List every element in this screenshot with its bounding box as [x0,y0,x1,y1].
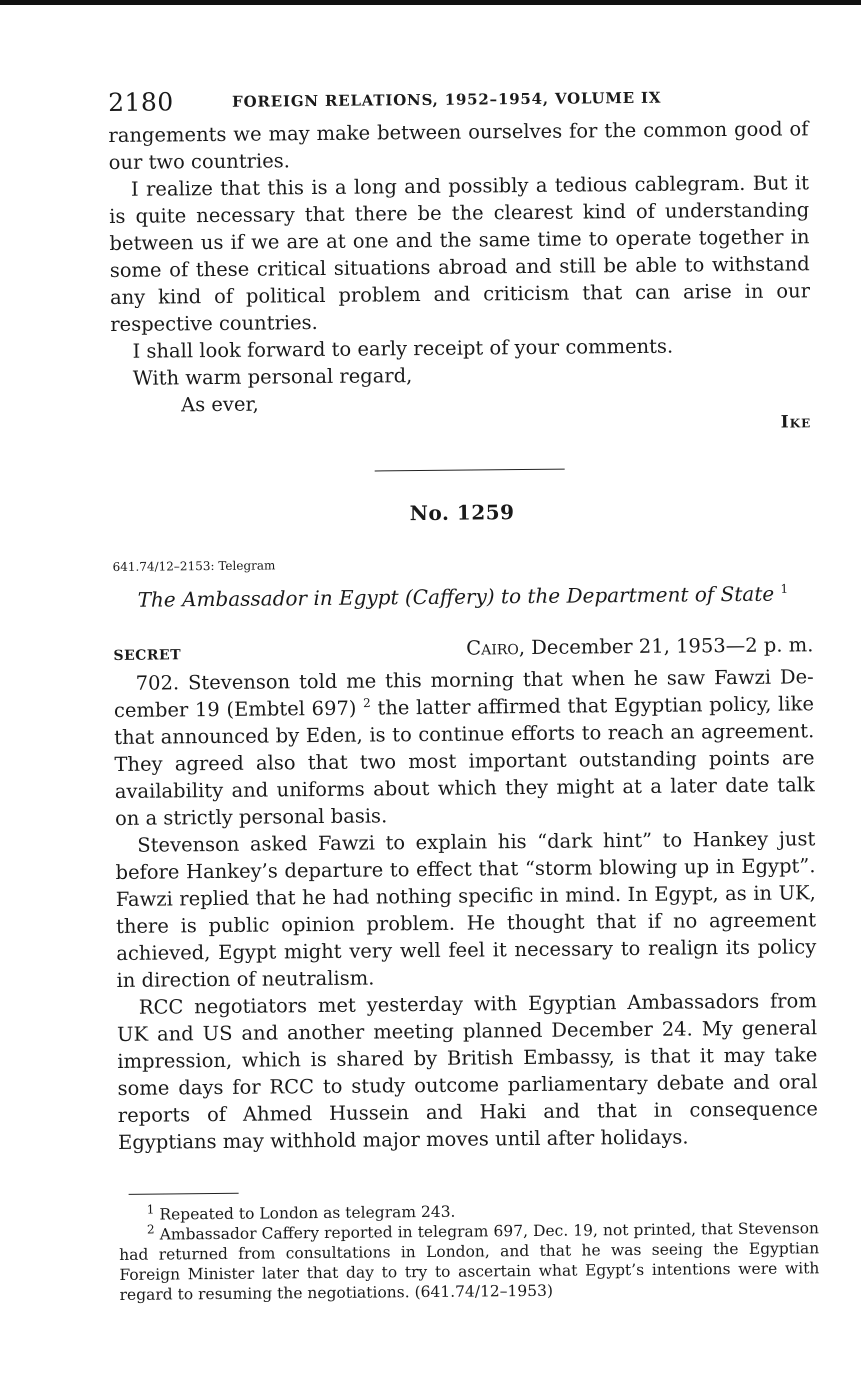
letter-paragraph-2: I realize that this is a long and possibly a tedious cablegram. But it is quite necessary that there be the clearest kind of understanding between us if we are at one and the same time to operate together in some of these critical situations abroad and still be able to withstand any kind of political problem and criticism that can arise in our respective countries. [109,171,811,336]
telegram-paragraph-2: Stevenson asked Fawzi to explain his “dark hint” to Hankey just before Hankey’s departure to effect that “storm blowing up in Egypt”. Fawzi replied that he had nothing specific in mind. In Egypt, as in UK, there is public opinion problem. He thought that if no agreement achieved, Egypt might very well feel it necessary to realign its policy in direction of neutralism. [115,827,817,992]
letter-signature: Ike [780,412,812,433]
telegram-paragraph-3: RCC negotiators met yesterday with Egyptian Ambassadors from UK and US and another meeting planned December 24. My general impression, which is shared by British Embassy, is that it may take some days for RCC to study outcome parliamentary debate and oral reports of Ahmed Hussein and Haki and that in consequence Egyptians may withhold major moves until after holidays. [116,989,818,1154]
letter-closing: With warm personal regard, [132,364,413,390]
page-number: 2180 [108,87,174,117]
section-divider [375,469,565,472]
footnote-2 [119,1218,820,1305]
running-head-title: FOREIGN RELATIONS, 1952–1954, VOLUME IX [232,88,662,111]
letter-paragraph-3: I shall look forward to early receipt of your comments. [132,334,674,363]
footnote-ref-2[interactable]: 2 [363,696,371,711]
dateline [466,633,813,659]
scan-top-border [0,0,861,5]
footnote-ref-1[interactable]: 1 [780,581,789,596]
dateline-date: , December 21, 1953—2 p. m. [518,633,814,660]
footnote-1-mark: 1 [146,1202,155,1217]
letter-closing-line: As ever, [180,392,259,417]
footnote-divider [129,1193,239,1195]
document-number: No. 1259 [409,500,515,526]
dateline-place: Cairo [466,636,519,660]
footnote-2-text: Ambassador Caffery reported in telegram 697, Dec. 19, not printed, that Stevenson had returned from consultations in London, and that he was seeing the Egyptian Foreign Minister later that day to try to ascertain what Egypt’s intentions were with regard to resuming the negotiations. (641.74/12–1953) [119,1219,820,1304]
classification-label: SECRET [113,647,182,664]
letter-paragraph-1: rangements we may make between ourselves for the common good of our two countries. [108,117,809,174]
document-page [108,81,820,1305]
file-reference: 641.74/12–2153: Telegram [112,558,276,574]
telegram-paragraph-1-end: the latter affirmed that Egyptian policy, like that announced by Eden, is to continue efforts to reach an agreement. They agreed also that two most important outstanding points are availability and uniforms about which they might at a later date talk on a strictly personal basis. [114,692,815,830]
running-head [108,81,808,122]
document-heading [113,581,813,612]
telegram-paragraph-1-start: 702. Stevenson told me this morning that when he saw Fawzi December 19 (Embtel 697) [113,665,814,722]
telegram-paragraph-1 [114,663,816,832]
footnote-1-text: Repeated to London as telegram 243. [159,1202,456,1224]
document-heading-text: The Ambassador in Egypt (Caffery) to the Department of State [137,581,775,612]
footnote-2-mark: 2 [146,1222,155,1237]
